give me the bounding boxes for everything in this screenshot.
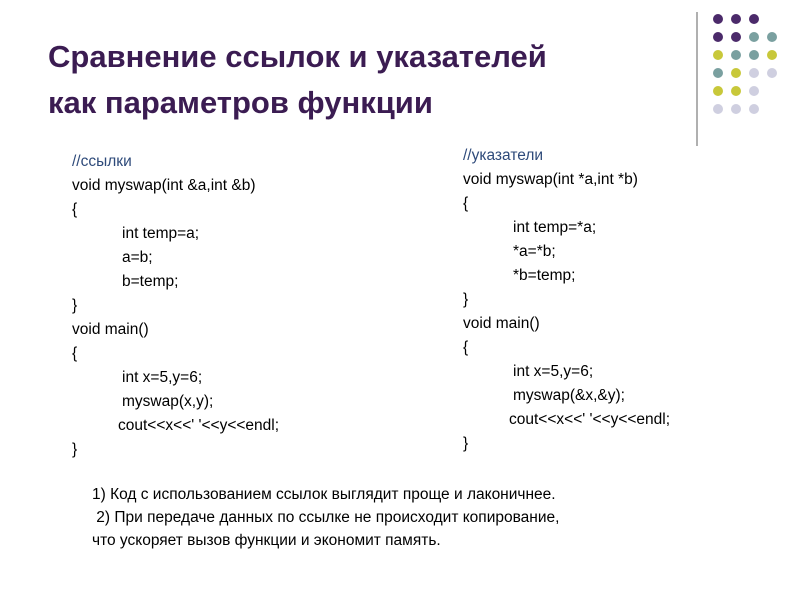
code-line: }	[463, 291, 469, 308]
decorative-dot	[731, 104, 741, 114]
code-line: int temp=*a;	[513, 219, 597, 236]
decorative-dot-grid	[0, 0, 800, 140]
decorative-dot	[731, 68, 741, 78]
decorative-dot	[731, 14, 741, 24]
code-line: void myswap(int &a,int &b)	[72, 177, 256, 194]
code-line: myswap(x,y);	[122, 393, 214, 410]
code-line: int x=5,y=6;	[513, 363, 594, 380]
decorative-dot	[713, 104, 723, 114]
decorative-dot	[749, 68, 759, 78]
code-line: void myswap(int *a,int *b)	[463, 171, 638, 188]
decorative-dot	[767, 68, 777, 78]
code-line: }	[72, 297, 78, 314]
title-line-1: Сравнение ссылок и указателей	[48, 39, 547, 74]
code-line: *a=*b;	[513, 243, 556, 260]
code-line: void main()	[72, 321, 149, 338]
decorative-dot	[713, 32, 723, 42]
decorative-dot	[749, 14, 759, 24]
code-line: cout<<x<<' '<<y<<endl;	[118, 417, 280, 434]
code-line: a=b;	[122, 249, 153, 266]
decorative-dot	[749, 32, 759, 42]
decorative-dot	[749, 86, 759, 96]
decorative-dot	[713, 86, 723, 96]
pointers-comment: //указатели	[463, 147, 544, 164]
decorative-dot	[749, 104, 759, 114]
code-line: }	[463, 435, 469, 452]
code-line: {	[463, 339, 469, 356]
code-line: int x=5,y=6;	[122, 369, 203, 386]
references-comment: //ссылки	[72, 153, 132, 170]
decorative-dot	[713, 14, 723, 24]
code-line: *b=temp;	[513, 267, 576, 284]
code-line: void main()	[463, 315, 540, 332]
code-line: cout<<x<<' '<<y<<endl;	[509, 411, 671, 428]
code-line: }	[72, 441, 78, 458]
code-line: {	[463, 195, 469, 212]
code-line: int temp=a;	[122, 225, 200, 242]
decorative-dot	[749, 50, 759, 60]
decorative-dot	[713, 68, 723, 78]
decorative-dot	[767, 32, 777, 42]
code-line: {	[72, 345, 78, 362]
decorative-dot	[767, 50, 777, 60]
decorative-dot	[731, 50, 741, 60]
note-line-3: что ускоряет вызов функции и экономит память.	[92, 532, 441, 549]
note-line-2: 2) При передаче данных по ссылке не происходит копирование,	[92, 509, 560, 526]
pointers-code-block	[463, 144, 670, 456]
conclusion-notes	[92, 483, 732, 552]
references-code-block	[72, 150, 279, 462]
decorative-dot	[713, 50, 723, 60]
code-line: myswap(&x,&y);	[513, 387, 625, 404]
decorative-dot	[731, 86, 741, 96]
code-line: {	[72, 201, 78, 218]
decorative-dot	[731, 32, 741, 42]
title-line-2: как параметров функции	[48, 85, 433, 120]
note-line-1: 1) Код с использованием ссылок выглядит проще и лаконичнее.	[92, 486, 556, 503]
code-line: b=temp;	[122, 273, 179, 290]
